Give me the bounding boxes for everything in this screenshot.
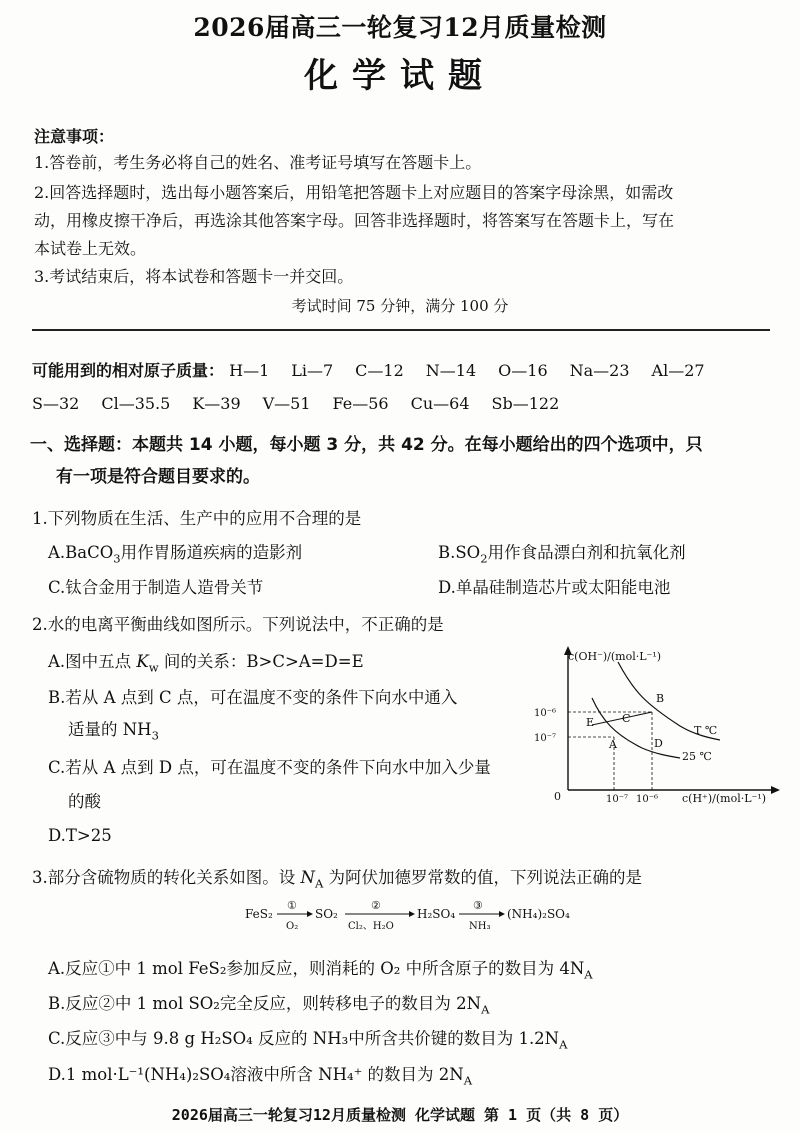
point-b-label: B (656, 692, 665, 705)
question-2-option-d: D.T>25 (48, 826, 112, 845)
point-e-label: E (586, 716, 595, 729)
step-2-reagent: Cl₂、H₂O (348, 921, 394, 932)
x-tick-low: 10⁻⁷ (606, 794, 629, 805)
question-3-option-d: D.1 mol·L⁻¹(NH₄)₂SO₄溶液中所含 NH₄⁺ 的数目为 $2N_A$ (48, 1065, 473, 1088)
water-ionization-graph (530, 640, 800, 810)
mass-item: K—39 (192, 394, 241, 413)
mass-item: Na—23 (569, 361, 630, 380)
question-2-stem: 2.水的电离平衡曲线如图所示。下列说法中，不正确的是 (32, 615, 444, 634)
question-1-option-d: D.单晶硅制造芯片或太阳能电池 (438, 578, 671, 597)
question-3-option-b: B.反应②中 1 mol SO₂完全反应，则转移电子的数目为 $2N_A$ (48, 994, 490, 1017)
mass-item: V—51 (262, 394, 311, 413)
question-2-option-b-line-1: B.若从 A 点到 C 点，可在温度不变的条件下向水中通入 (48, 688, 458, 707)
mass-item: Fe—56 (332, 394, 389, 413)
step-2-label: ② (371, 899, 381, 912)
x-tick-high: 10⁻⁶ (636, 794, 659, 805)
origin-label: 0 (554, 790, 561, 803)
compound-ammonium-sulfate: (NH₄)₂SO₄ (507, 907, 570, 921)
question-1-option-a: A.BaCO$_3$用作胃肠道疾病的造影剂 (48, 543, 303, 566)
question-2-option-a: A.图中五点 $K_w$ 间的关系：B>C>A=D=E (48, 652, 364, 675)
mass-item: Cu—64 (410, 394, 470, 413)
sulfur-conversion-scheme (245, 896, 605, 938)
mass-item: H—1 (229, 361, 270, 380)
point-a-label: A (609, 738, 617, 751)
mass-item: Al—27 (651, 361, 705, 380)
step-1-label: ① (287, 899, 297, 912)
step-3-reagent: NH₃ (469, 921, 491, 932)
question-2-option-c-line-2: 的酸 (68, 792, 101, 811)
mass-item: C—12 (355, 361, 404, 380)
notice-item-1: 1.答卷前，考生务必将自己的姓名、准考证号填写在答题卡上。 (34, 153, 482, 172)
notice-item-2-line-3: 本试卷上无效。 (34, 239, 147, 258)
page-footer: 2026届高三一轮复习12月质量检测 化学试题 第 1 页（共 8 页） (171, 1106, 629, 1124)
question-1-option-b: $B.SO_2$用作食品漂白剂和抗氧化剂 (438, 543, 686, 566)
mass-item: N—14 (425, 361, 477, 380)
mass-item: Li—7 (291, 361, 334, 380)
exam-title: 2026届高三一轮复习12月质量检测 (193, 13, 607, 42)
mass-item: O—16 (498, 361, 548, 380)
mass-item: Cl—35.5 (101, 394, 171, 413)
x-axis-label: c(H⁺)/(mol·L⁻¹) (682, 792, 767, 805)
point-c-label: C (622, 712, 631, 725)
compound-so2: SO₂ (315, 907, 338, 921)
question-1-option-c: C.钛合金用于制造人造骨关节 (48, 578, 264, 597)
compound-h2so4: H₂SO₄ (417, 907, 456, 921)
curve-25-label: 25 ℃ (682, 750, 712, 763)
point-d-label: D (654, 737, 663, 750)
atomic-mass-label: 可能用到的相对原子质量： (32, 361, 225, 380)
question-3-option-a: A.反应①中 1 mol FeS₂参加反应，则消耗的 O₂ 中所含原子的数目为 $4N_A$ (48, 959, 593, 982)
atomic-mass-row-1 (32, 358, 727, 381)
question-3-stem: 3.部分含硫物质的转化关系如图。设 $N_A$ 为阿伏加德罗常数的值，下列说法正确的是 (32, 868, 643, 891)
atomic-mass-row-2 (32, 394, 581, 413)
subject-title: 化学试题 (304, 56, 496, 96)
step-1-reagent: O₂ (286, 921, 299, 932)
notice-item-3: 3.考试结束后，将本试卷和答题卡一并交回。 (34, 267, 354, 286)
notice-item-2-line-1: 2.回答选择题时，选出每小题答案后，用铅笔把答题卡上对应题目的答案字母涂黑，如需改 (34, 183, 674, 202)
question-2-option-b-line-2: 适量的 $NH_3$ (68, 720, 159, 743)
compound-fes2: FeS₂ (245, 907, 273, 921)
exam-time: 考试时间 75 分钟，满分 100 分 (291, 297, 509, 315)
section-heading-line-1: 一、选择题：本题共 14 小题，每小题 3 分，共 42 分。在每小题给出的四个选项中，只 (30, 435, 703, 455)
curve-t-label: T ℃ (694, 724, 718, 737)
y-tick-high: 10⁻⁶ (534, 708, 557, 719)
section-heading-line-2: 有一项是符合题目要求的。 (56, 467, 260, 487)
divider (32, 329, 770, 331)
y-axis-label: c(OH⁻)/(mol·L⁻¹) (568, 650, 662, 663)
notice-heading: 注意事项： (34, 127, 115, 146)
question-1-stem: 1.下列物质在生活、生产中的应用不合理的是 (32, 509, 362, 528)
y-tick-low: 10⁻⁷ (534, 733, 557, 744)
x-axis-arrow (771, 786, 780, 794)
mass-item: Sb—122 (491, 394, 560, 413)
question-3-option-c: C.反应③中与 9.8 g H₂SO₄ 反应的 NH₃中所含共价键的数目为 $1.2N_A$ (48, 1029, 568, 1052)
question-2-option-c-line-1: C.若从 A 点到 D 点，可在温度不变的条件下向水中加入少量 (48, 758, 491, 777)
mass-item: S—32 (32, 394, 80, 413)
curve-25 (592, 698, 680, 758)
step-3-label: ③ (473, 899, 483, 912)
notice-item-2-line-2: 动，用橡皮擦干净后，再选涂其他答案字母。回答非选择题时，将答案写在答题卡上，写在 (34, 211, 675, 230)
